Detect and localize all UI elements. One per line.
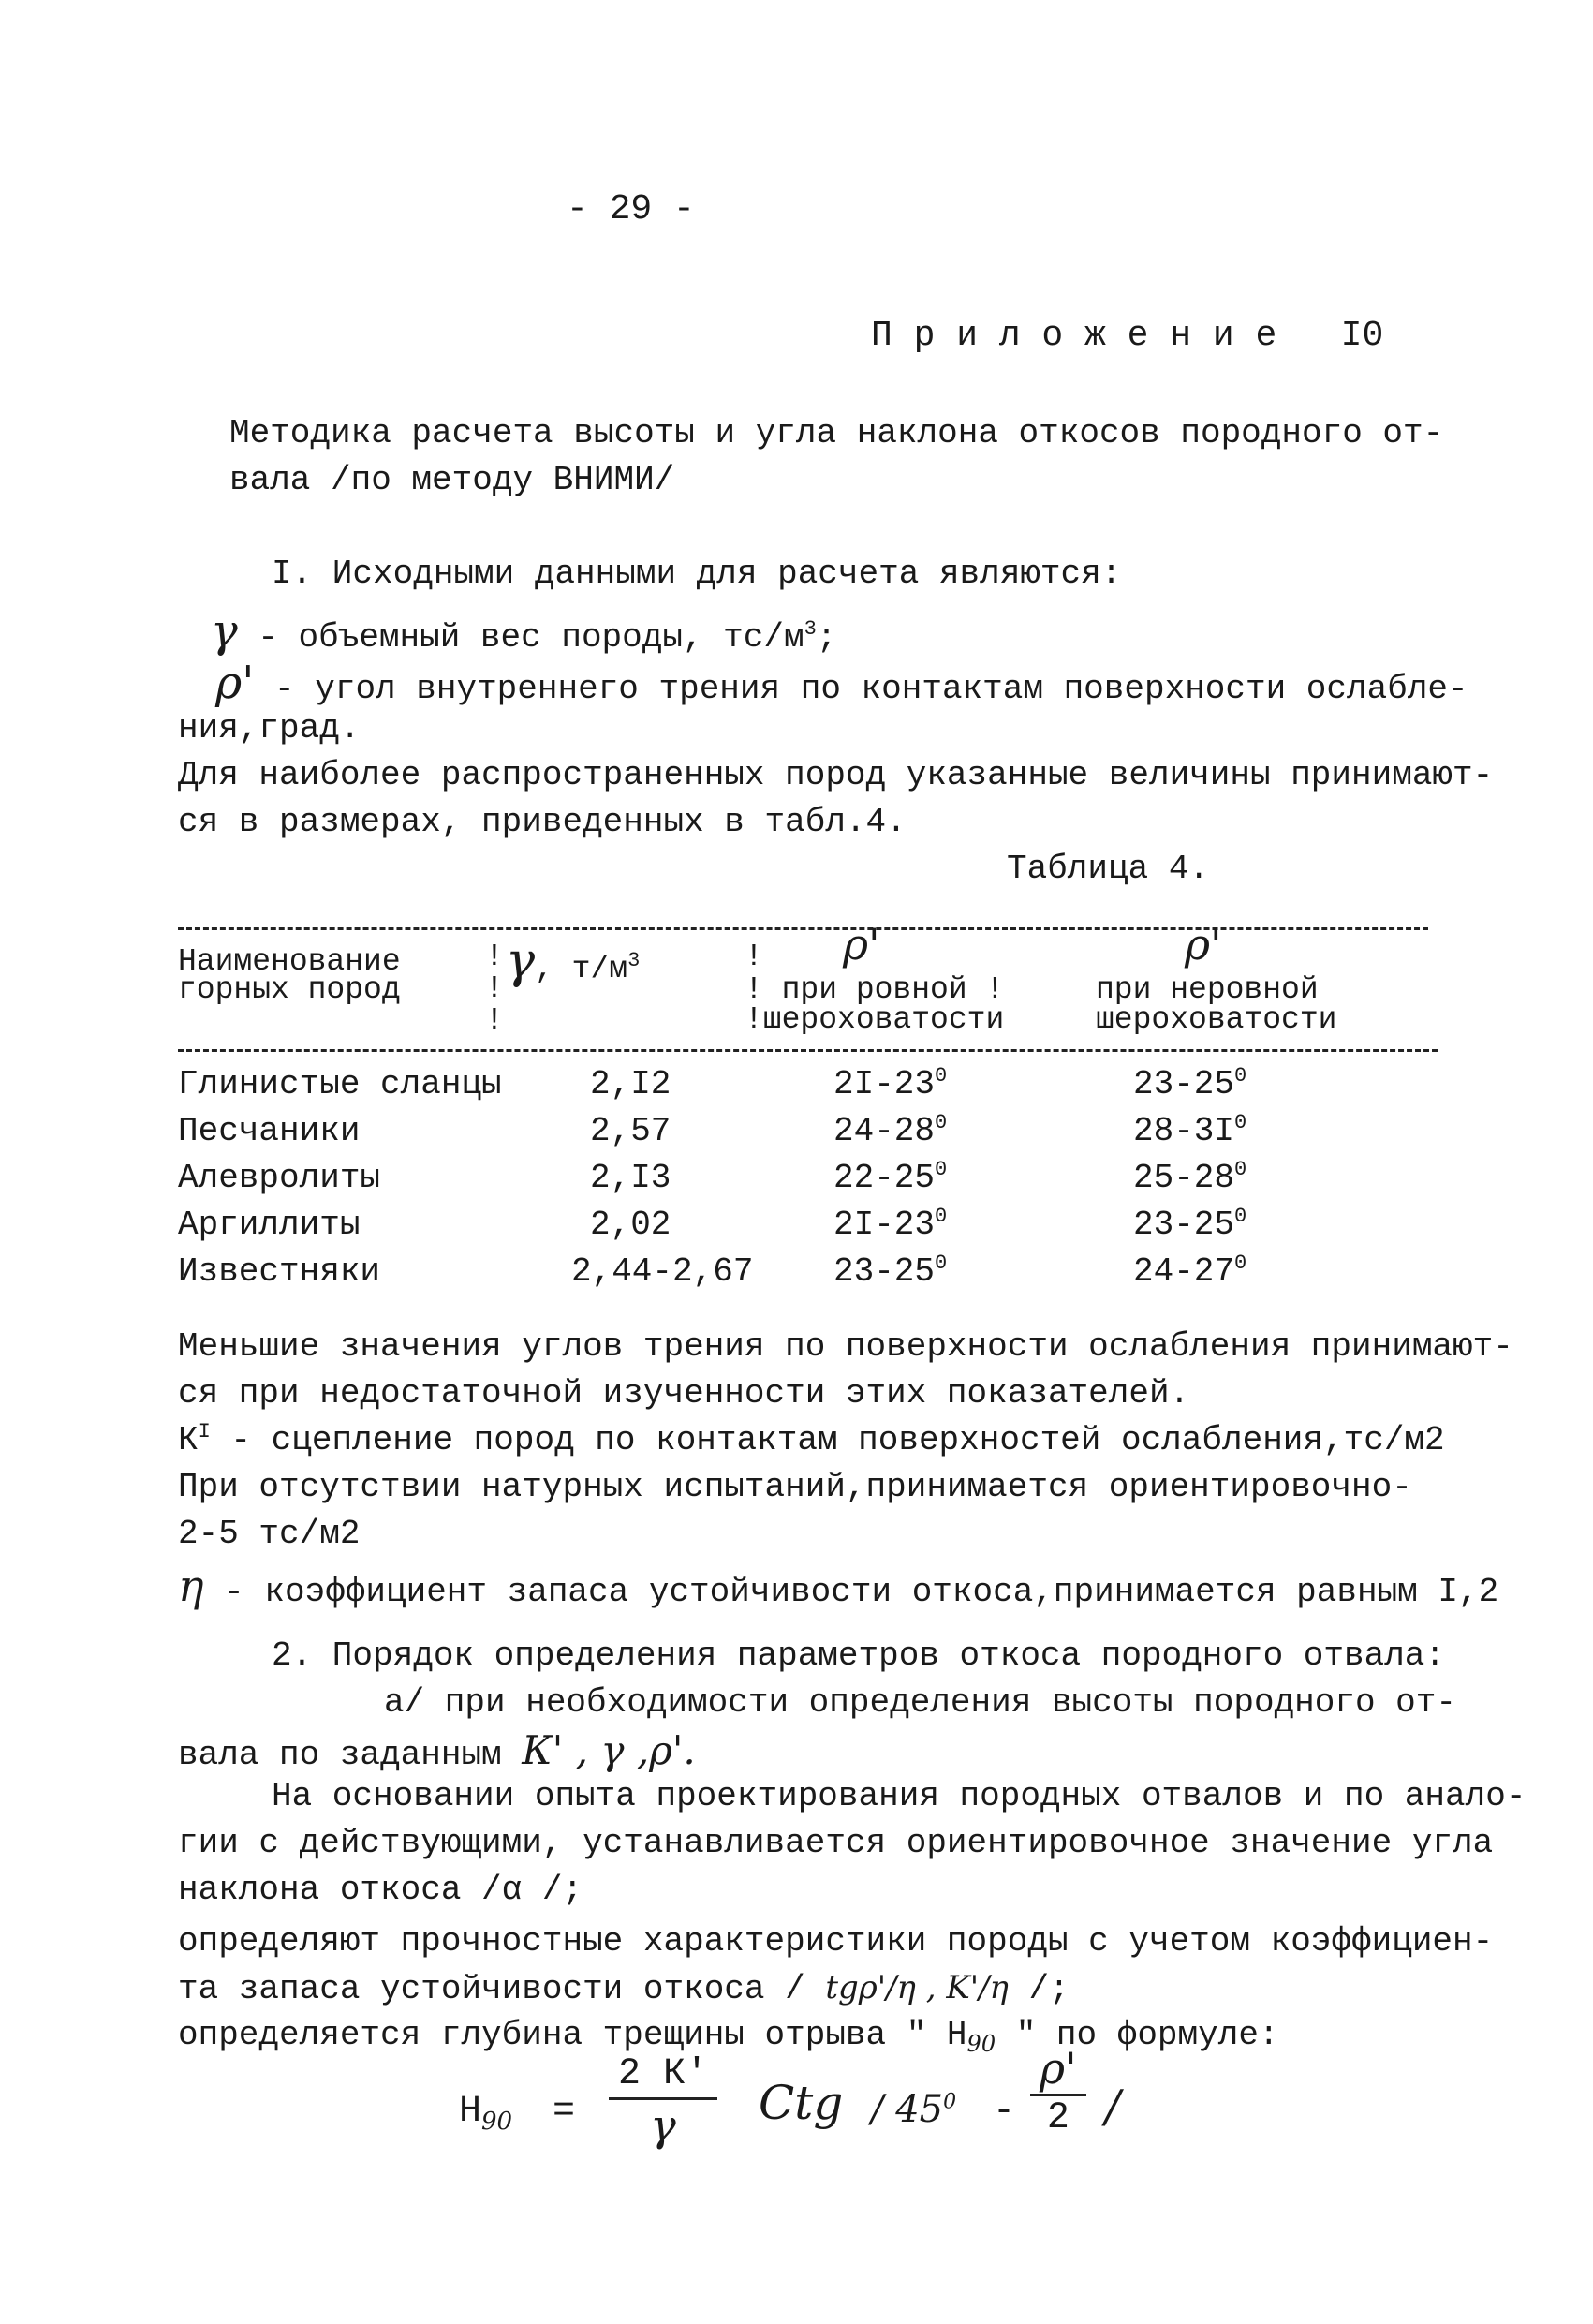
row1-name: Глинистые сланцы xyxy=(178,1065,502,1103)
col4-rho-symbol: ρ' xyxy=(1185,919,1222,970)
col2-header-sup: 3 xyxy=(627,949,641,972)
formula-frac1-den: γ xyxy=(650,2100,676,2151)
para3-line-1 xyxy=(178,2016,1279,2058)
formula-paren-open-text: / 45 xyxy=(871,2088,944,2131)
para2-line-2-text: та запаса устойчивости откоса / xyxy=(178,1970,805,2008)
row1-rough xyxy=(1133,1064,1247,1103)
formula-frac2-den: 2 xyxy=(1046,2097,1069,2139)
row1-smooth-value: 2I-23 xyxy=(833,1065,936,1103)
k-symbol: К xyxy=(178,1421,199,1459)
degree-sup: 0 xyxy=(935,1158,948,1181)
gamma-tail: ; xyxy=(816,618,837,657)
para3-tail: " по формуле: xyxy=(1015,2016,1279,2054)
row5-name: Известняки xyxy=(178,1252,381,1291)
col2-header xyxy=(506,933,641,989)
gamma-definition xyxy=(211,605,837,658)
formula-minus: - xyxy=(993,2091,1016,2133)
row5-rough xyxy=(1133,1251,1247,1291)
heading-line-1: Методика расчета высоты и угла наклона откосов породного от- xyxy=(229,414,1444,452)
para2-line-2-symbols: tgρ'/η , K'/η xyxy=(825,1969,1009,2006)
row2-smooth xyxy=(833,1111,948,1150)
rho-definition xyxy=(215,657,1468,709)
table-caption: Таблица 4. xyxy=(1007,850,1210,888)
eta-line: - коэффициент запаса устойчивости откоса,принимается равным I,2 xyxy=(224,1573,1499,1611)
para2-line-2-tail: /; xyxy=(1028,1970,1069,2008)
col-separator-1: ! ! ! xyxy=(485,940,504,1038)
row4-smooth-value: 2I-23 xyxy=(833,1206,936,1244)
degree-sup: 0 xyxy=(1234,1158,1247,1181)
col1-header-line-1: Наименование xyxy=(178,944,401,979)
formula-paren-open xyxy=(871,2088,957,2131)
gamma-text: - объемный вес породы, тс/м xyxy=(258,618,804,657)
section2-line-3 xyxy=(178,1727,696,1774)
para3-text: определяется глубина трещины отрыва " H xyxy=(178,2016,967,2054)
row3-name: Алевролиты xyxy=(178,1159,381,1197)
row2-rough xyxy=(1133,1111,1247,1150)
row2-smooth-value: 24-28 xyxy=(833,1112,936,1150)
para-line-2: ся в размерах, приведенных в табл.4. xyxy=(178,803,907,841)
table-header-rule xyxy=(178,1049,1438,1052)
col4-header-line-1: при неровной xyxy=(1096,972,1319,1007)
formula-paren-close: / xyxy=(1105,2080,1121,2133)
formula-fraction-2 xyxy=(1030,2043,1086,2139)
row1-gamma: 2,I2 xyxy=(590,1065,671,1103)
degree-sup: 0 xyxy=(1234,1205,1247,1228)
gamma-unit-sup: 3 xyxy=(804,617,817,641)
formula-deg: 0 xyxy=(943,2090,957,2114)
eta-definition xyxy=(178,1561,1499,1611)
k-sup: I xyxy=(198,1420,211,1443)
row3-gamma: 2,I3 xyxy=(590,1159,671,1197)
section2-line-1: 2. Порядок определения параметров откоса породного отвала: xyxy=(272,1636,1446,1675)
gamma-symbol: γ xyxy=(211,605,238,658)
section2-line-3-prefix: вала по заданным xyxy=(178,1736,502,1774)
degree-sup: 0 xyxy=(935,1111,948,1134)
para1-line-3: наклона откоса /α /; xyxy=(178,1871,583,1909)
formula-frac1-num: 2 К' xyxy=(609,2056,717,2100)
row3-rough xyxy=(1133,1158,1247,1197)
formula-fraction-1 xyxy=(609,2053,717,2151)
col-separator-2: ! xyxy=(745,940,763,974)
k-definition xyxy=(178,1420,1445,1459)
para3-sub: 90 xyxy=(966,2031,996,2058)
page-number: - 29 - xyxy=(567,189,695,229)
row4-name: Аргиллиты xyxy=(178,1206,361,1244)
degree-sup: 0 xyxy=(935,1205,948,1228)
after-table-line-1: Меньшие значения углов трения по поверхности ослабления принимают- xyxy=(178,1327,1513,1366)
section1-intro: I. Исходными данными для расчета являются: xyxy=(272,555,1122,593)
section2-line-2: а/ при необходимости определения высоты породного от- xyxy=(384,1683,1456,1722)
degree-sup: 0 xyxy=(935,1251,948,1275)
row3-smooth xyxy=(833,1158,948,1197)
k-line-3: 2-5 тс/м2 xyxy=(178,1515,361,1553)
col2-header-text: , т/м xyxy=(535,952,628,986)
rho-line-2: ния,град. xyxy=(178,709,361,748)
formula-lhs xyxy=(459,2091,513,2136)
formula-lhs-sub: 90 xyxy=(481,2108,513,2136)
row5-gamma: 2,44-2,67 xyxy=(571,1252,754,1291)
rho-symbol: ρ' xyxy=(215,657,255,709)
row5-smooth-value: 23-25 xyxy=(833,1252,936,1291)
row1-smooth xyxy=(833,1064,948,1103)
row2-rough-value: 28-3I xyxy=(1133,1112,1235,1150)
row4-rough xyxy=(1133,1205,1247,1244)
table-top-rule xyxy=(178,927,1428,930)
col4-header-line-2: шероховатости xyxy=(1096,1002,1337,1037)
row3-rough-value: 25-28 xyxy=(1133,1159,1235,1197)
col2-gamma-symbol: γ xyxy=(506,933,536,989)
row2-gamma: 2,57 xyxy=(590,1112,671,1150)
degree-sup: 0 xyxy=(1234,1251,1247,1275)
eta-symbol: η xyxy=(178,1561,204,1611)
k-line-2: При отсутствии натурных испытаний,принимается ориентировочно- xyxy=(178,1468,1412,1506)
formula-ctg: Ctg xyxy=(759,2076,844,2130)
formula-lhs-symbol: H xyxy=(459,2091,482,2133)
row2-name: Песчаники xyxy=(178,1112,361,1150)
para1-line-1: На основании опыта проектирования породных отвалов и по анало- xyxy=(272,1777,1527,1815)
col3-header-line-2: !шероховатости xyxy=(745,1002,1005,1037)
para-line-1: Для наиболее распространенных пород указанные величины принимают- xyxy=(178,756,1494,794)
heading-line-2: вала /по методу ВНИМИ/ xyxy=(229,461,675,499)
degree-sup: 0 xyxy=(1234,1111,1247,1134)
formula-equals: = xyxy=(553,2091,576,2133)
row5-rough-value: 24-27 xyxy=(1133,1252,1235,1291)
formula-frac2-num: ρ' xyxy=(1030,2047,1086,2096)
para1-line-2: гии с действующими, устанавливается ориентировочное значение угла xyxy=(178,1824,1494,1862)
degree-sup: 0 xyxy=(935,1064,948,1088)
row4-gamma: 2,02 xyxy=(590,1206,671,1244)
rho-line-1: - угол внутреннего трения по контактам поверхности ослабле- xyxy=(274,670,1468,708)
k-line: - сцепление пород по контактам поверхностей ослабления,тс/м2 xyxy=(230,1421,1445,1459)
after-table-line-2: ся при недостаточной изученности этих показателей. xyxy=(178,1374,1190,1413)
col3-rho-symbol: ρ' xyxy=(843,919,880,970)
para2-line-2 xyxy=(178,1969,1069,2008)
section2-line-3-symbols: К' , γ ,ρ'. xyxy=(522,1727,696,1773)
appendix-title: П р и л о ж е н и е I0 xyxy=(871,316,1384,356)
row4-smooth xyxy=(833,1205,948,1244)
para2-line-1: определяют прочностные характеристики породы с учетом коэффициен- xyxy=(178,1922,1494,1961)
col3-header-line-1: ! при ровной ! xyxy=(745,972,1005,1007)
row3-smooth-value: 22-25 xyxy=(833,1159,936,1197)
row1-rough-value: 23-25 xyxy=(1133,1065,1235,1103)
row5-smooth xyxy=(833,1251,948,1291)
degree-sup: 0 xyxy=(1234,1064,1247,1088)
row4-rough-value: 23-25 xyxy=(1133,1206,1235,1244)
col1-header-line-2: горных пород xyxy=(178,972,401,1007)
